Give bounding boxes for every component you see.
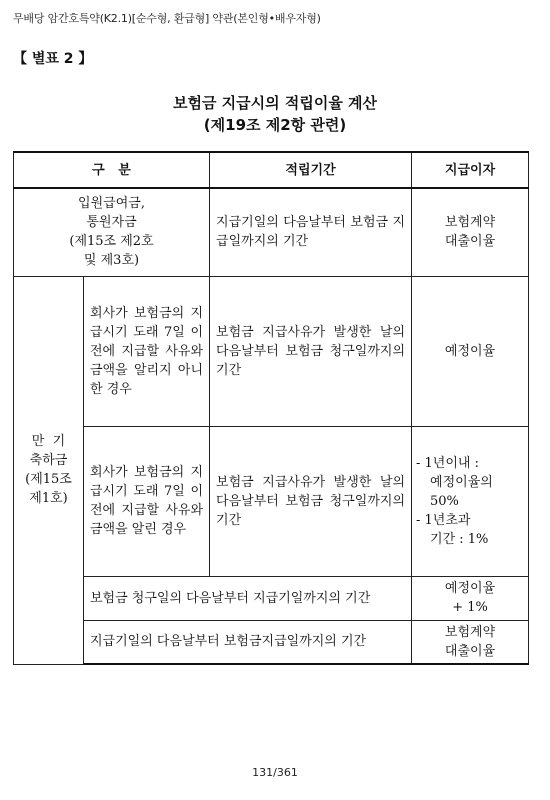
cell-category-hospitalization — [14, 188, 210, 276]
header-category: 구 분 — [14, 152, 210, 188]
cell-interest — [412, 576, 529, 620]
table-row — [14, 426, 529, 576]
cell-period: 보험금 지급사유가 발생한 날의 다음날부터 보험금 청구일까지의 기간 — [210, 426, 412, 576]
cell-period: 지급기일의 다음날부터 보험금 지급일까지의 기간 — [210, 188, 412, 276]
category-line: 축하금 — [29, 453, 68, 468]
interest-line: 보험계약 — [444, 215, 496, 231]
cell-condition-notified: 회사가 보험금의 지급시기 도래 7일 이전에 지급할 사유와 금액을 알린 경우 — [84, 426, 210, 576]
interest-line: 50% — [430, 493, 459, 509]
cell-category-maturity — [14, 276, 84, 664]
cell-interest — [412, 620, 529, 664]
cell-interest — [412, 188, 529, 276]
table-row — [14, 188, 529, 276]
page-subtitle: (제19조 제2항 관련) — [203, 116, 347, 134]
table-row — [14, 620, 529, 664]
interest-line: - 1년이내 : — [416, 455, 479, 471]
cell-condition-not-notified: 회사가 보험금의 지급시기 도래 7일 이전에 지급할 사유와 금액을 알리지 아니한 경우 — [84, 276, 210, 426]
interest-line: 대출이율 — [444, 643, 496, 659]
table-row — [14, 576, 529, 620]
document-header: 무배당 암간호특약(K2.1)[순수형, 환급형] 약관(본인형•배우자형) — [13, 12, 321, 25]
cell-period: 지급기일의 다음날부터 보험금지급일까지의 기간 — [84, 620, 412, 664]
cell-period: 보험금 지급사유가 발생한 날의 다음날부터 보험금 청구일까지의 기간 — [210, 276, 412, 426]
header-period: 적립기간 — [210, 152, 412, 188]
category-line: (제15조 제2호 — [69, 234, 154, 250]
category-line: 만 기 — [31, 434, 66, 449]
category-line: 통원자금 — [86, 215, 137, 231]
appendix-label: 【 별표 2 】 — [13, 51, 93, 67]
interest-line: 대출이율 — [444, 234, 496, 250]
interest-line: - 1년초과 — [416, 512, 471, 528]
table-header-row — [14, 152, 529, 188]
category-line: (제15조 — [25, 472, 72, 487]
interest-line: 예정이율 — [444, 581, 496, 596]
cell-interest-notified — [412, 426, 529, 576]
table-row — [14, 276, 529, 426]
interest-line: 예정이율의 — [430, 474, 493, 490]
cell-period: 보험금 청구일의 다음날부터 지급기일까지의 기간 — [84, 576, 412, 620]
interest-line: 기간 : 1% — [430, 531, 489, 547]
category-line: 입원급여금, — [78, 196, 145, 212]
cell-interest: 예정이율 — [412, 276, 529, 426]
category-line: 및 제3호) — [83, 253, 140, 269]
interest-table — [13, 151, 529, 665]
interest-line: + 1% — [452, 600, 488, 615]
header-interest: 지급이자 — [412, 152, 529, 188]
interest-line: 보험계약 — [444, 624, 496, 640]
page-number: 131/361 — [252, 766, 298, 779]
page-title: 보험금 지급시의 적립이율 계산 — [172, 94, 378, 112]
category-line: 제1호) — [29, 491, 68, 506]
